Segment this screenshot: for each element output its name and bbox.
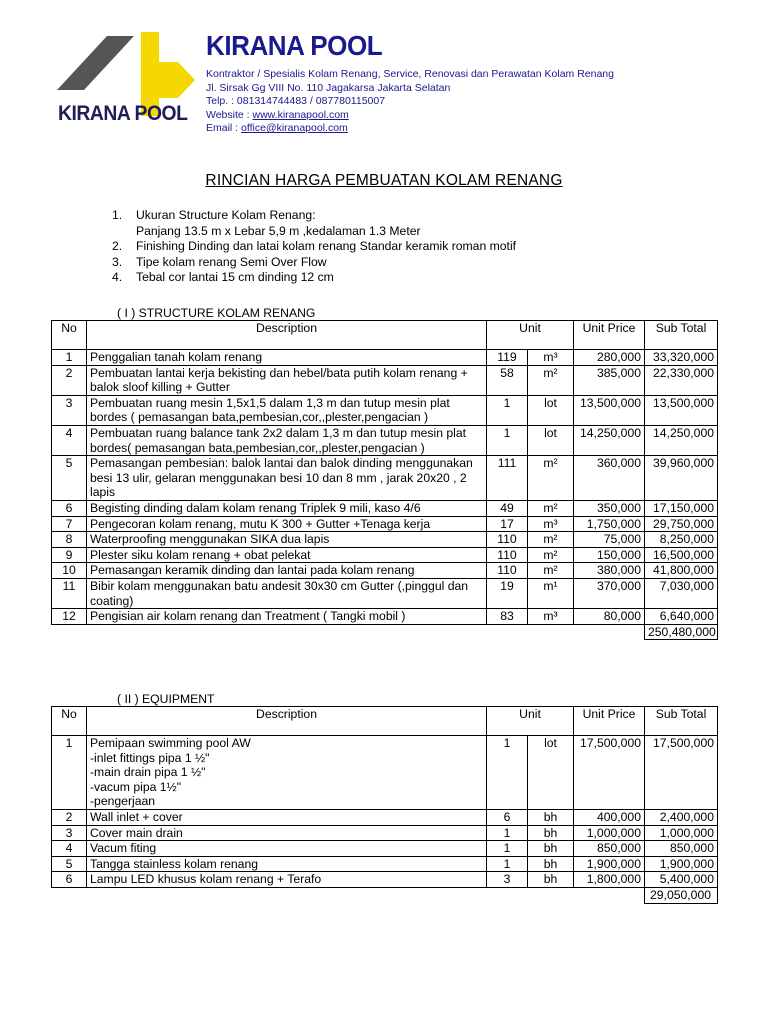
row-description: [87, 516, 487, 532]
col-header-no: No: [52, 707, 87, 736]
row-quantity: 1: [487, 425, 528, 455]
col-header-unit: Unit: [487, 321, 574, 350]
table-row: [52, 609, 718, 625]
total-spacer: [52, 887, 645, 903]
description-text: Waterproofing menggunakan SIKA dua lapis: [90, 532, 330, 547]
row-number: 4: [52, 425, 87, 455]
description-text: Tangga stainless kolam renang: [90, 856, 259, 871]
table-row: [52, 736, 718, 810]
row-number: 7: [52, 516, 87, 532]
table-row: [52, 856, 718, 872]
spec-number: 3.: [112, 254, 123, 269]
row-description: [87, 825, 487, 841]
row-quantity: 1: [487, 825, 528, 841]
row-number: 1: [52, 350, 87, 366]
row-unit-price: 850,000: [574, 841, 645, 857]
table-row: [52, 456, 718, 501]
row-unit: lot: [528, 395, 574, 425]
logo-grey-stroke: [57, 36, 134, 90]
spec-number: 4.: [112, 270, 123, 285]
row-sub-total: 850,000: [645, 841, 718, 857]
company-phone: Telp. : 081314744483 / 087780115007: [206, 95, 386, 108]
structure-table: [51, 320, 718, 640]
row-number: 1: [52, 736, 87, 810]
spec-item: [112, 208, 516, 239]
row-sub-total: 2,400,000: [645, 809, 718, 825]
col-header-description: Description: [87, 707, 487, 736]
description-text: Bibir kolam menggunakan batu andesit 30x30 cm Gutter (,pinggul dan coating): [90, 578, 469, 608]
document-title: RINCIAN HARGA PEMBUATAN KOLAM RENANG: [205, 172, 563, 189]
row-description: [87, 609, 487, 625]
spec-text: Ukuran Structure Kolam Renang:: [136, 208, 316, 222]
table-row: [52, 825, 718, 841]
description-text: Pemipaan swimming pool AW: [90, 736, 251, 750]
row-quantity: 119: [487, 350, 528, 366]
col-header-sub-total: Sub Total: [645, 321, 718, 350]
description-text: Pemasangan keramik dinding dan lantai pada kolam renang: [90, 563, 415, 578]
description-text: Pengisian air kolam renang dan Treatment ( Tangki mobil ): [90, 609, 406, 624]
row-number: 3: [52, 395, 87, 425]
spec-text: Finishing Dinding dan latai kolam renang Standar keramik roman motif: [136, 239, 517, 254]
row-unit-price: 1,000,000: [574, 825, 645, 841]
row-sub-total: 39,960,000: [645, 456, 718, 501]
row-number: 11: [52, 578, 87, 608]
website-label: Website :: [206, 108, 253, 121]
spec-number: 1.: [112, 208, 123, 222]
table-row: [52, 532, 718, 548]
row-sub-total: 8,250,000: [645, 532, 718, 548]
description-detail: -main drain pipa 1 ½": [90, 765, 206, 780]
description-text: Pembuatan ruang balance tank 2x2 dalam 1,3 m dan tutup mesin plat bordes( pemasangan bata,pembesian,cor,,plester,pengacian ): [90, 425, 467, 455]
description-detail: -inlet fittings pipa 1 ½": [90, 750, 210, 765]
row-description: [87, 872, 487, 888]
row-unit-price: 1,900,000: [574, 856, 645, 872]
description-text: Begisting dinding dalam kolam renang Triplek 9 mili, kaso 4/6: [90, 500, 421, 515]
description-detail: -vacum pipa 1½": [90, 779, 182, 794]
spec-text: Tebal cor lantai 15 cm dinding 12 cm: [136, 270, 334, 285]
email-label: Email :: [206, 122, 242, 135]
row-unit-price: 75,000: [574, 532, 645, 548]
row-quantity: 3: [487, 872, 528, 888]
spec-number: 2.: [112, 239, 123, 254]
table-row: [52, 841, 718, 857]
section-total: 250,480,000: [645, 624, 718, 640]
row-quantity: 17: [487, 516, 528, 532]
description-text: Pembuatan lantai kerja bekisting dan hebel/bata putih kolam renang + balok sloof killing + Gutter: [90, 365, 468, 395]
spec-item: [112, 255, 516, 271]
row-sub-total: 22,330,000: [645, 365, 718, 395]
table-row: [52, 425, 718, 455]
row-description: [87, 578, 487, 608]
row-quantity: 83: [487, 609, 528, 625]
description-detail: -pengerjaan: [90, 794, 156, 809]
row-unit-price: 385,000: [574, 365, 645, 395]
email-line: [206, 122, 614, 136]
row-number: 2: [52, 365, 87, 395]
row-description: [87, 425, 487, 455]
row-sub-total: 1,000,000: [645, 825, 718, 841]
row-number: 6: [52, 500, 87, 516]
row-unit: bh: [528, 856, 574, 872]
row-quantity: 58: [487, 365, 528, 395]
email-link[interactable]: office@kiranapool.com: [241, 122, 348, 135]
description-text: Plester siku kolam renang + obat pelekat: [90, 547, 311, 562]
row-unit: bh: [528, 841, 574, 857]
row-quantity: 111: [487, 456, 528, 501]
row-number: 9: [52, 547, 87, 563]
table-row: [52, 578, 718, 608]
row-description: [87, 350, 487, 366]
row-unit-price: 350,000: [574, 500, 645, 516]
row-unit-price: 17,500,000: [574, 736, 645, 810]
row-number: 4: [52, 841, 87, 857]
table-header-row: [52, 321, 718, 350]
row-description: [87, 563, 487, 579]
row-quantity: 1: [487, 395, 528, 425]
row-description: [87, 395, 487, 425]
company-address: Jl. Sirsak Gg VIII No. 110 Jagakarsa Jakarta Selatan: [206, 81, 451, 94]
row-number: 5: [52, 456, 87, 501]
col-header-unit-price: Unit Price: [574, 707, 645, 736]
description-text: Pemasangan pembesian: balok lantai dan balok dinding menggunakan besi 13 ulir, gelaran menggunakan besi 10 dan 8 mm , jarak 20x20 , 2 lapis: [90, 456, 473, 500]
description-text: Cover main drain: [90, 825, 183, 840]
row-unit: m³: [528, 350, 574, 366]
row-quantity: 110: [487, 563, 528, 579]
row-number: 12: [52, 609, 87, 625]
row-number: 8: [52, 532, 87, 548]
spec-text: Tipe kolam renang Semi Over Flow: [136, 254, 327, 269]
row-quantity: 1: [487, 736, 528, 810]
row-sub-total: 5,400,000: [645, 872, 718, 888]
description-text: Pembuatan ruang mesin 1,5x1,5 dalam 1,3 m dan tutup mesin plat bordes ( pemasangan bata,pembesian,cor,,plester,pengacian ): [90, 395, 450, 425]
row-sub-total: 14,250,000: [645, 425, 718, 455]
description-text: Lampu LED khusus kolam renang + Terafo: [90, 872, 322, 887]
row-sub-total: 1,900,000: [645, 856, 718, 872]
row-unit: m²: [528, 532, 574, 548]
row-unit: m³: [528, 516, 574, 532]
spec-item: [112, 239, 516, 255]
table-row: [52, 350, 718, 366]
row-quantity: 6: [487, 809, 528, 825]
table-row: [52, 872, 718, 888]
row-unit: m²: [528, 456, 574, 501]
section-equipment-title: ( II ) EQUIPMENT: [117, 692, 215, 706]
col-header-unit-price: Unit Price: [574, 321, 645, 350]
website-link[interactable]: www.kiranapool.com: [252, 108, 349, 121]
row-unit: lot: [528, 425, 574, 455]
row-unit-price: 14,250,000: [574, 425, 645, 455]
row-quantity: 19: [487, 578, 528, 608]
row-unit-price: 1,750,000: [574, 516, 645, 532]
website-line: [206, 109, 614, 123]
row-description: [87, 736, 487, 810]
row-number: 5: [52, 856, 87, 872]
table-row: [52, 500, 718, 516]
table-header-row: [52, 707, 718, 736]
row-description: [87, 500, 487, 516]
equipment-table: [51, 706, 718, 904]
description-text: Pengecoran kolam renang, mutu K 300 + Gutter +Tenaga kerja: [90, 516, 431, 531]
row-number: 6: [52, 872, 87, 888]
row-quantity: 110: [487, 532, 528, 548]
col-header-description: Description: [87, 321, 487, 350]
row-unit: bh: [528, 872, 574, 888]
spec-subtext: Panjang 13.5 m x Lebar 5,9 m ,kedalaman 1.3 Meter: [136, 223, 421, 238]
row-sub-total: 17,150,000: [645, 500, 718, 516]
row-unit: m³: [528, 609, 574, 625]
structure-table-body: [52, 350, 718, 640]
row-sub-total: 17,500,000: [645, 736, 718, 810]
specification-list: [112, 208, 516, 286]
section-total: 29,050,000: [645, 887, 718, 903]
row-description: [87, 365, 487, 395]
total-row: [52, 624, 718, 640]
row-quantity: 1: [487, 841, 528, 857]
row-sub-total: 16,500,000: [645, 547, 718, 563]
logo-text: KIRANA POOL: [58, 102, 188, 125]
col-header-sub-total: Sub Total: [645, 707, 718, 736]
table-row: [52, 395, 718, 425]
spec-item: [112, 270, 516, 286]
row-unit-price: 1,800,000: [574, 872, 645, 888]
row-number: 10: [52, 563, 87, 579]
row-description: [87, 856, 487, 872]
contact-block: [206, 68, 614, 136]
company-tagline: Kontraktor / Spesialis Kolam Renang, Service, Renovasi dan Perawatan Kolam Renang: [206, 68, 614, 80]
row-unit: m²: [528, 365, 574, 395]
table-row: [52, 809, 718, 825]
row-unit: lot: [528, 736, 574, 810]
row-quantity: 1: [487, 856, 528, 872]
description-text: Penggalian tanah kolam renang: [90, 350, 263, 364]
row-description: [87, 809, 487, 825]
total-spacer: [52, 624, 645, 640]
total-row: [52, 887, 718, 903]
row-number: 3: [52, 825, 87, 841]
row-description: [87, 547, 487, 563]
row-unit: m²: [528, 563, 574, 579]
row-sub-total: 41,800,000: [645, 563, 718, 579]
row-number: 2: [52, 809, 87, 825]
description-text: Vacum fiting: [90, 841, 157, 856]
col-header-no: No: [52, 321, 87, 350]
table-row: [52, 547, 718, 563]
row-sub-total: 33,320,000: [645, 350, 718, 366]
row-quantity: 110: [487, 547, 528, 563]
row-quantity: 49: [487, 500, 528, 516]
row-unit: bh: [528, 825, 574, 841]
row-unit: bh: [528, 809, 574, 825]
row-unit: m¹: [528, 578, 574, 608]
row-description: [87, 532, 487, 548]
row-sub-total: 29,750,000: [645, 516, 718, 532]
row-unit-price: 280,000: [574, 350, 645, 366]
row-unit-price: 150,000: [574, 547, 645, 563]
table-row: [52, 365, 718, 395]
description-text: Wall inlet + cover: [90, 809, 183, 824]
col-header-unit: Unit: [487, 707, 574, 736]
row-sub-total: 7,030,000: [645, 578, 718, 608]
row-unit-price: 360,000: [574, 456, 645, 501]
row-unit-price: 80,000: [574, 609, 645, 625]
row-unit: m²: [528, 547, 574, 563]
table-row: [52, 563, 718, 579]
row-sub-total: 6,640,000: [645, 609, 718, 625]
company-name: KIRANA POOL: [206, 30, 383, 61]
row-unit-price: 400,000: [574, 809, 645, 825]
row-sub-total: 13,500,000: [645, 395, 718, 425]
table-row: [52, 516, 718, 532]
row-unit-price: 13,500,000: [574, 395, 645, 425]
equipment-table-body: [52, 736, 718, 904]
row-unit: m²: [528, 500, 574, 516]
row-unit-price: 380,000: [574, 563, 645, 579]
row-description: [87, 841, 487, 857]
row-unit-price: 370,000: [574, 578, 645, 608]
section-structure-title: ( I ) STRUCTURE KOLAM RENANG: [117, 306, 316, 320]
row-description: [87, 456, 487, 501]
